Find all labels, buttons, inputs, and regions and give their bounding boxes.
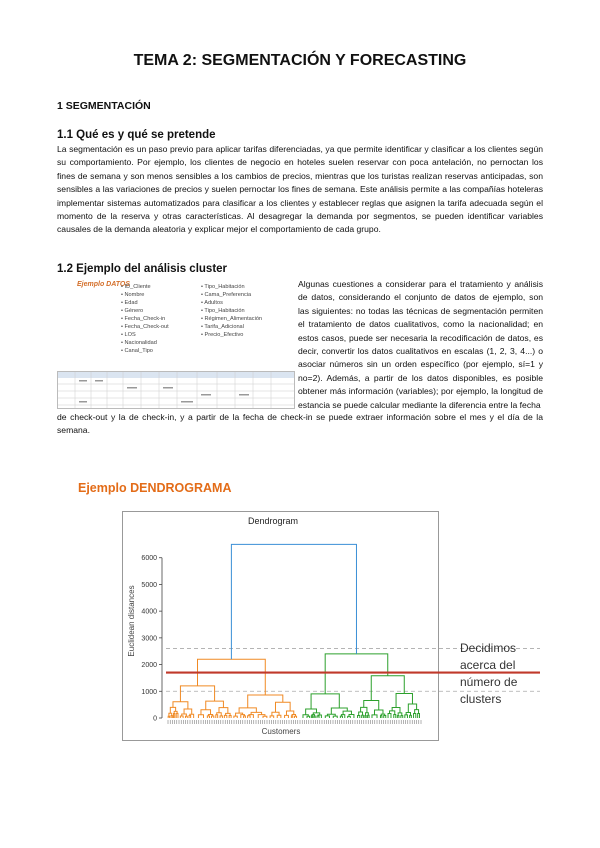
paragraph-analisis-datos-cont: de check-out y la de check-in, y a partir de la fecha de check-in se puede extraer información sobre el mes y el día de la semana.: [57, 412, 543, 436]
dendrogram-link: [358, 716, 360, 718]
dendrogram-link: [285, 715, 289, 718]
y-tick-label: 3000: [141, 635, 157, 643]
dendrogram-link: [418, 714, 420, 718]
dendrogram-link: [180, 716, 183, 718]
callout-line: número de: [460, 675, 518, 689]
dendrogram-link: [207, 716, 209, 718]
datos-example-figure: [57, 279, 295, 409]
dendrogram-link: [291, 716, 292, 718]
dendrogram-figure-label: Ejemplo DENDROGRAMA: [78, 481, 232, 495]
y-tick-label: 1000: [141, 688, 157, 696]
variable-item: • Régimen_Alimentación: [201, 315, 262, 323]
subsection-heading-que-es: 1.1 Qué es y qué se pretende: [57, 129, 216, 141]
datos-title: Ejemplo DATOS: [77, 281, 131, 288]
dendrogram-link: [314, 716, 315, 718]
callout-line: Decidimos: [460, 641, 517, 655]
dendrogram-link: [415, 710, 419, 714]
dendrogram-link: [294, 716, 296, 718]
section-heading-segmentacion: 1 SEGMENTACIÓN: [57, 100, 151, 112]
dendrogram-link: [410, 715, 412, 718]
dendrogram-link: [248, 695, 283, 708]
dendrogram-link: [277, 715, 281, 718]
dendrogram-link: [307, 716, 310, 718]
dendrogram-link: [325, 654, 388, 694]
dendrogram-link: [371, 676, 404, 701]
dendrogram-link: [176, 713, 178, 718]
paragraph-segmentacion: La segmentación es un paso previo para aplicar tarifas diferenciadas, ya que permite identificar y clasificar a los clientes según su comportamiento. Por ejemplo, los clientes de negocio en hoteles suelen reservar con poca antelación, no pernoctan los fines de semana y son menos sensibles a los cambios de precios, mientras que los turistas realizan reservas anticipadas, son sensibles a las variaciones de precios y suelen pernoctar los fines de semana. Este análisis permite a las compañías hoteleras implementar sistemas automatizados para clasificar a los clientes y establecer reglas que asignen la tarifa adecuada según el momento de la reserva y otras características. Al desagregar la demanda por segmentos, se pueden identificar variables causales de la demanda aleatoria y explicar mejor el comportamiento de cada grupo.: [57, 144, 543, 235]
dendrogram-link: [365, 715, 366, 718]
dendrogram-link: [405, 715, 408, 718]
dendrogram-link: [220, 716, 222, 718]
dendrogram-link: [249, 715, 254, 718]
paragraph-analisis-datos: Algunas cuestiones a considerar para el tratamiento y análisis de datos, considerando el conjunto de datos de ejemplo, son las siguientes: no todas las técnicas de segmentación permiten el tratamiento de datos cualitativos, como la nacionalidad; en estos casos, puede ser necesaria la recodificación de datos, es decir, convertir los datos cualitativos en escalas (1, 2, 3, 4...) o asociar números sin un orden específico (por ejemplo, sí=1 y no=2). Además, a partir de los datos disponibles, es posible obtener más información (variables); por ejemplo, la longitud de estancia se puede calcular mediante la diferencia entre la fecha: [298, 279, 543, 410]
variable-item: • Precio_Efectivo: [201, 331, 262, 339]
dendrogram-link: [180, 686, 214, 702]
dendrogram-link: [234, 716, 237, 718]
dendrogram-link: [171, 715, 172, 718]
variable-item: • ID_Cliente: [121, 283, 169, 291]
dendrogram-link: [401, 716, 403, 718]
dendrogram-link: [168, 716, 169, 718]
dendrogram-link: [263, 716, 267, 718]
dendrogram-link: [325, 716, 329, 718]
dendrogram-link: [216, 715, 218, 718]
variable-item: • Fecha_Check-in: [121, 315, 169, 323]
variable-item: • Género: [121, 307, 169, 315]
dendrogram-link: [248, 716, 251, 718]
callout-line: clusters: [460, 692, 502, 706]
dendrogram-link: [198, 659, 266, 695]
callout-line: acerca del: [460, 658, 516, 672]
dendrogram-link: [392, 707, 400, 712]
dendrogram-root-link: [231, 544, 356, 659]
subsection-heading-ejemplo-cluster: 1.2 Ejemplo del análisis cluster: [57, 263, 228, 275]
dendrogram-link: [317, 716, 319, 718]
dendrogram-link: [212, 716, 214, 718]
dendrogram-link: [414, 714, 416, 718]
y-tick-label: 4000: [141, 608, 157, 616]
dendrogram-link: [333, 716, 337, 718]
dendrogram-link: [380, 716, 381, 718]
variable-item: • Adultos: [201, 299, 262, 307]
variable-item: • Canal_Tipo: [121, 347, 169, 355]
leaf-labels: [168, 720, 421, 724]
y-tick-label: 2000: [141, 662, 157, 670]
dendrogram-link: [306, 709, 317, 715]
dendrogram-link: [229, 715, 231, 718]
dendrogram-link: [206, 701, 224, 710]
dendrogram-link: [311, 716, 312, 718]
y-tick-label: 5000: [141, 581, 157, 589]
chart-ylabel: Euclidean distances: [127, 585, 136, 657]
dendrogram-link: [368, 715, 369, 718]
chart-xlabel: Customers: [261, 727, 301, 736]
dendrogram-link: [408, 704, 416, 712]
dendrogram-link: [270, 716, 274, 718]
dendrogram-link: [394, 714, 396, 718]
dendrogram-link: [362, 715, 364, 718]
dendrogram-link: [244, 716, 246, 718]
variable-item: • Edad: [121, 299, 169, 307]
dendrogram-link: [372, 715, 377, 718]
dendrogram-link: [397, 716, 399, 718]
dendrogram-link: [388, 713, 391, 718]
variables-list-1: [121, 283, 169, 355]
y-axis: [141, 555, 162, 722]
dendrogram-link: [396, 694, 412, 708]
variable-item: • Tipo_Habitación: [201, 283, 262, 291]
dendrogram-link: [185, 716, 187, 718]
dendrogram-link: [340, 716, 342, 718]
variable-item: • LOS: [121, 331, 169, 339]
dendrogram-link: [224, 715, 226, 718]
variable-item: • Nacionalidad: [121, 339, 169, 347]
dendrogram-link: [170, 707, 175, 713]
dendrogram-link: [174, 711, 177, 713]
page-title: TEMA 2: SEGMENTACIÓN Y FORECASTING: [133, 52, 467, 69]
dendrogram-link: [311, 694, 339, 709]
y-tick-label: 6000: [141, 555, 157, 563]
datos-table-thumbnail: [57, 371, 295, 409]
variable-item: • Tipo_Habitación: [201, 307, 262, 315]
dendrogram-link: [364, 701, 379, 710]
chart-title: Dendrogram: [247, 516, 299, 526]
variable-item: • Fecha_Check-out: [121, 323, 169, 331]
y-tick-label: 0: [153, 715, 157, 723]
variables-list-2: [201, 283, 262, 339]
dendrogram-link: [189, 716, 191, 718]
dendrogram-link: [366, 713, 369, 716]
variable-item: • Tarifa_Adicional: [201, 323, 262, 331]
dendrogram-link: [348, 716, 351, 718]
variable-item: • Nombre: [121, 291, 169, 299]
dendrogram-link: [198, 715, 203, 718]
dendrogram-link: [174, 713, 175, 718]
dendrogram-link: [384, 715, 386, 718]
callout-text: [460, 640, 517, 708]
dendrogram-tree: [168, 544, 419, 718]
variable-item: • Cama_Preferencia: [201, 291, 262, 299]
